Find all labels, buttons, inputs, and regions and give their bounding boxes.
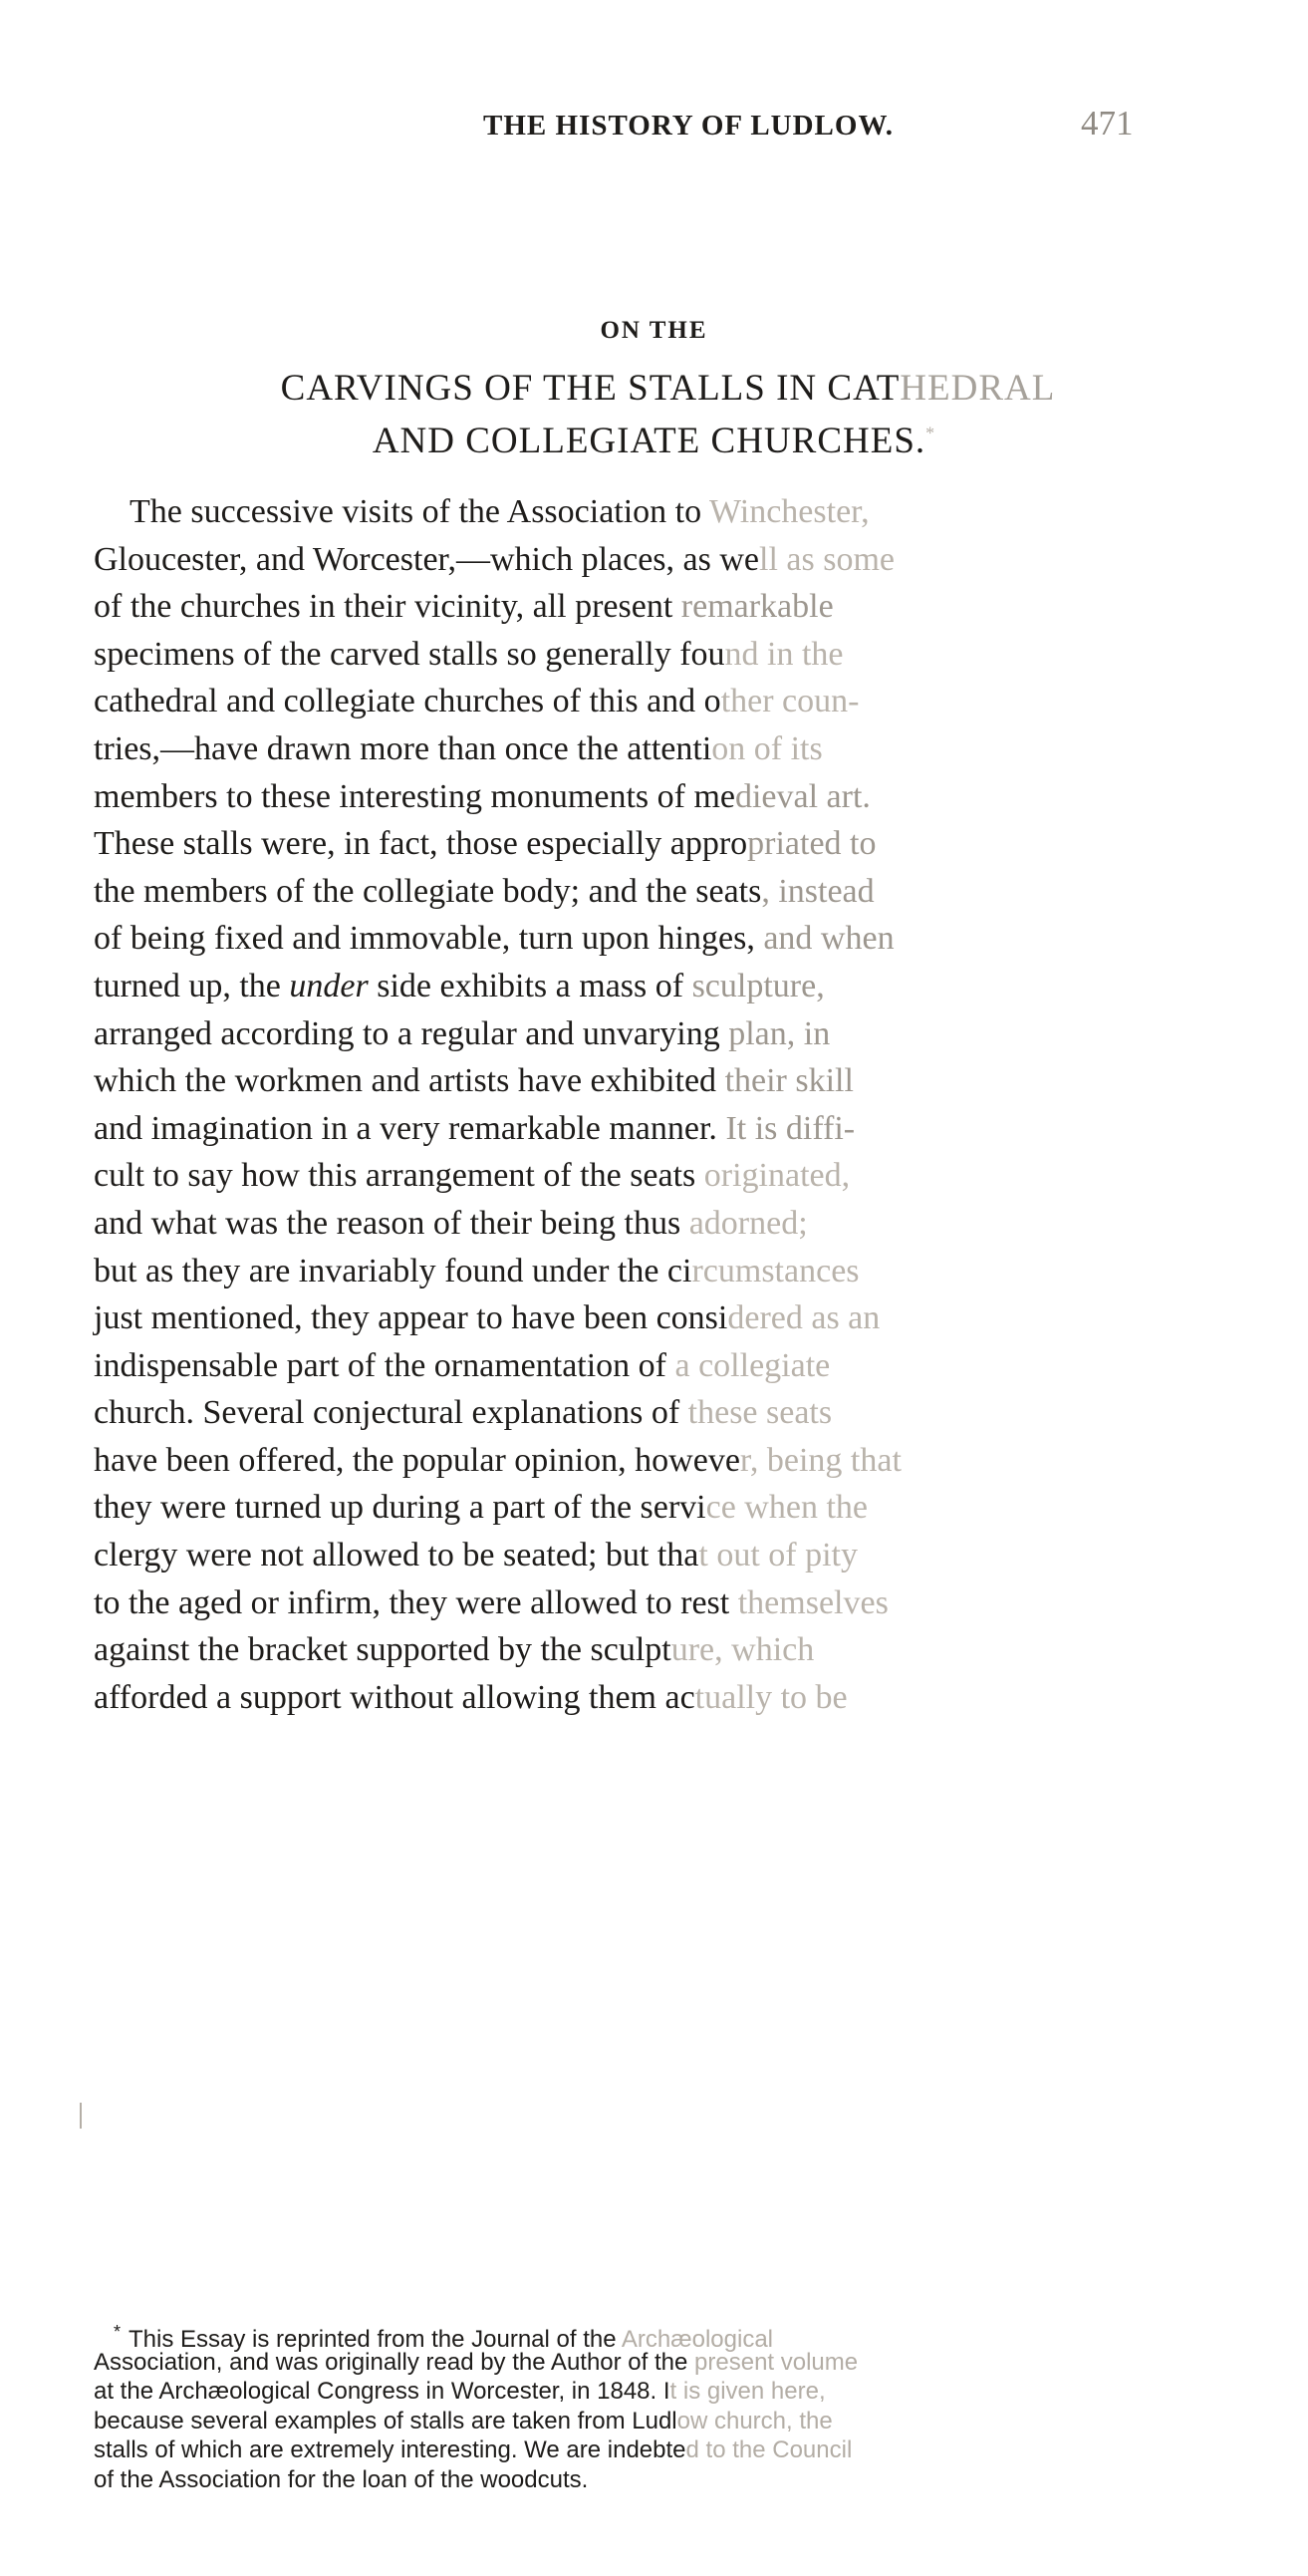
- body-line-faded: Winchester,: [709, 493, 870, 530]
- body-line-main: tries,—have drawn more than once the attenti: [94, 729, 712, 767]
- footnote-line-faded: present volume: [694, 2348, 859, 2376]
- body-line-faded: ther coun-: [720, 683, 860, 720]
- body-line-faded: , instead: [761, 872, 875, 910]
- body-line: [94, 1342, 1148, 1390]
- body-line: [94, 536, 1148, 584]
- essay-title-line-1-faded: HEDRAL: [900, 368, 1056, 409]
- body-line-faded: ll as some: [759, 540, 895, 578]
- footnote-line-main: because several examples of stalls are taken from Ludl: [94, 2407, 677, 2434]
- body-line-main: Gloucester, and Worcester,—which places, as we: [94, 540, 759, 578]
- body-line-faded: these seats: [687, 1394, 833, 1432]
- footnote-line-main: stalls of which are extremely interesting. We are indebte: [94, 2436, 686, 2463]
- body-line-faded: their skill: [724, 1062, 854, 1100]
- body-line: [94, 820, 1148, 868]
- body-text: [94, 488, 1148, 1721]
- margin-mark: [80, 2103, 82, 2129]
- body-line: [94, 1152, 1148, 1200]
- body-line-faded: priated to: [747, 825, 877, 863]
- body-line-main: the members of the collegiate body; and the seats: [94, 872, 762, 910]
- body-line-main: cult to say how this arrangement of the seats: [94, 1157, 704, 1195]
- footnote-line: [94, 2435, 1158, 2465]
- body-line: [94, 1674, 1148, 1722]
- footnote-line: [94, 2407, 1158, 2436]
- body-line: [94, 1532, 1148, 1579]
- body-line-main: and imagination in a very remarkable manner.: [94, 1109, 726, 1147]
- footnote-line-main: of the Association for the loan of the woodcuts.: [94, 2465, 589, 2493]
- body-line-faded: nd in the: [724, 635, 844, 673]
- body-line-italic-word: under: [289, 967, 369, 1004]
- body-line-faded: dered as an: [727, 1299, 881, 1337]
- body-line-faded: a collegiate: [674, 1346, 831, 1384]
- body-line: [94, 1200, 1148, 1248]
- body-line-faded: sculpture,: [691, 967, 825, 1004]
- essay-title-line-1-main: CARVINGS OF THE STALLS IN CAT: [280, 368, 901, 409]
- essay-title-line-1: [14, 367, 1308, 410]
- body-line: [94, 773, 1148, 821]
- body-line-main: turned up, the: [94, 967, 290, 1004]
- body-line-faded: t out of pity: [698, 1537, 858, 1574]
- essay-title-line-2-text: AND COLLEGIATE CHURCHES.: [372, 421, 926, 461]
- body-line-main: have been offered, the popular opinion, howeve: [94, 1441, 740, 1479]
- body-line-faded: adorned;: [688, 1204, 808, 1242]
- body-line: [94, 1484, 1148, 1532]
- body-line-faded: rcumstances: [691, 1252, 860, 1289]
- body-line: [94, 1579, 1148, 1627]
- body-line-main: indispensable part of the ornamentation of: [94, 1346, 675, 1384]
- body-line: [94, 963, 1148, 1010]
- body-line: [94, 1389, 1148, 1437]
- body-line: [94, 915, 1148, 963]
- body-line: [94, 1294, 1148, 1342]
- footnote-line-faded: t is given here,: [669, 2378, 826, 2405]
- body-line-main: members to these interesting monuments of me: [94, 777, 735, 815]
- footnote-line-main: at the Archæological Congress in Worcester, in 1848. I: [94, 2378, 670, 2405]
- footnote-line-main: This Essay is reprinted from the Journal of the: [129, 2326, 622, 2353]
- footnote-line: [94, 2348, 1158, 2378]
- body-line-main: church. Several conjectural explanations of: [94, 1394, 688, 1432]
- body-line-main: cathedral and collegiate churches of this and o: [94, 683, 721, 720]
- footnote: [94, 2318, 1158, 2494]
- body-line-main: but as they are invariably found under the ci: [94, 1252, 692, 1289]
- footnote-line-faded: d to the Council: [685, 2436, 853, 2463]
- body-line-faded: tually to be: [694, 1678, 848, 1716]
- footnote-line: [94, 2318, 1158, 2353]
- body-line-main: The successive visits of the Association to: [130, 493, 710, 530]
- page-number: 471: [1081, 104, 1134, 143]
- body-line: [94, 1105, 1148, 1153]
- body-line: [94, 488, 1148, 536]
- body-line-main: they were turned up during a part of the servi: [94, 1489, 706, 1527]
- body-line-main: just mentioned, they appear to have been consi: [94, 1299, 728, 1337]
- body-line-faded: and when: [763, 920, 895, 958]
- body-line-main: specimens of the carved stalls so generally fou: [94, 635, 725, 673]
- body-line-main: and what was the reason of their being thus: [94, 1204, 689, 1242]
- footnote-line-faded: ow church, the: [676, 2407, 833, 2434]
- footnote-line-main: Association, and was originally read by the Author of the: [94, 2348, 695, 2376]
- footnote-line-faded: Archæological: [621, 2326, 773, 2353]
- body-line: [94, 725, 1148, 773]
- essay-pre-title: ON THE: [600, 317, 708, 344]
- body-line-main: arranged according to a regular and unvarying: [94, 1014, 729, 1052]
- essay-title-line-2: [0, 420, 1308, 462]
- body-line-main: side exhibits a mass of: [368, 967, 692, 1004]
- body-line: [94, 1057, 1148, 1105]
- footnote-line: [94, 2377, 1158, 2407]
- body-line: [94, 583, 1148, 631]
- body-line-faded: plan, in: [728, 1014, 831, 1052]
- body-line-faded: remarkable: [680, 588, 834, 626]
- running-header-title: THE HISTORY OF LUDLOW.: [483, 110, 895, 142]
- body-line: [94, 1437, 1148, 1485]
- body-line: [94, 1010, 1148, 1058]
- body-line: [94, 868, 1148, 916]
- body-line-main: afforded a support without allowing them ac: [94, 1678, 695, 1716]
- body-line-faded: It is diffi-: [725, 1109, 856, 1147]
- body-line-main: against the bracket supported by the sculpt: [94, 1631, 671, 1669]
- body-line-main: to the aged or infirm, they were allowed to rest: [94, 1583, 738, 1621]
- body-line: [94, 1248, 1148, 1295]
- title-footnote-marker: *: [925, 423, 936, 443]
- footnote-marker: *: [114, 2322, 122, 2342]
- body-line-faded: ure, which: [670, 1631, 815, 1669]
- body-line-faded: originated,: [703, 1157, 851, 1195]
- body-line-main: which the workmen and artists have exhibited: [94, 1062, 725, 1100]
- body-line-faded: ce when the: [705, 1489, 868, 1527]
- body-line: [94, 631, 1148, 679]
- body-line-faded: dieval art.: [734, 777, 871, 815]
- body-line-main: of being fixed and immovable, turn upon hinges,: [94, 920, 764, 958]
- body-line-faded: on of its: [711, 729, 823, 767]
- body-line-main: of the churches in their vicinity, all present: [94, 588, 681, 626]
- body-line-main: clergy were not allowed to be seated; but tha: [94, 1537, 699, 1574]
- body-line: [94, 678, 1148, 725]
- body-line-main: These stalls were, in fact, those especially appro: [94, 825, 748, 863]
- body-line: [94, 1626, 1148, 1674]
- body-line-faded: r, being that: [739, 1441, 902, 1479]
- footnote-line: [94, 2465, 1158, 2495]
- body-line-faded: themselves: [737, 1583, 889, 1621]
